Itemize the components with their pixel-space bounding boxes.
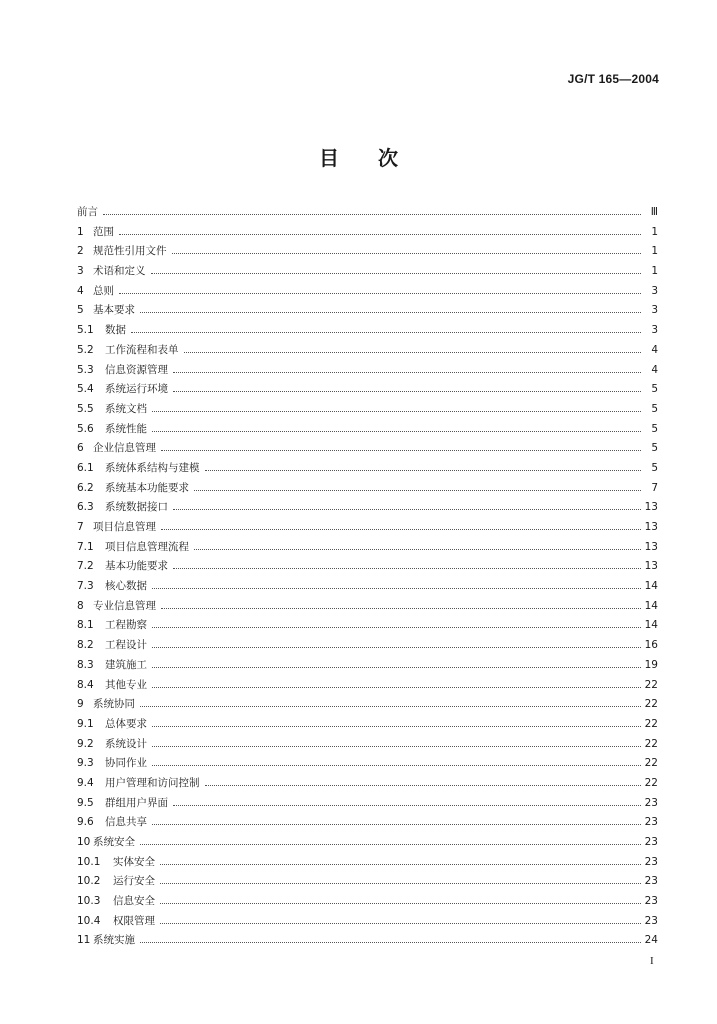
toc-entry xyxy=(77,696,658,716)
toc-entry-number: 9.1 xyxy=(77,717,94,730)
toc-entry-page: 23 xyxy=(644,816,658,829)
toc-entry-label: 信息资源管理 xyxy=(105,363,168,376)
toc-entry-page: 14 xyxy=(644,580,658,593)
toc-entry xyxy=(77,814,658,834)
toc-entry-number: 7 xyxy=(77,521,84,533)
toc-entry-number: 7.3 xyxy=(77,580,94,593)
toc-entry-number: 10.2 xyxy=(77,875,101,888)
toc-entry-number: 8.3 xyxy=(77,658,94,671)
toc-entry-label: 基本功能要求 xyxy=(105,560,168,573)
toc-entry-number: 6.3 xyxy=(77,501,94,514)
toc-entry xyxy=(77,657,658,677)
toc-entry-number: 5.1 xyxy=(77,324,94,337)
toc-leader-dots xyxy=(140,311,641,313)
toc-entry-page: 5 xyxy=(651,461,658,474)
toc-leader-dots xyxy=(205,784,642,786)
toc-entry-page: 14 xyxy=(644,599,658,612)
toc-entry-number: 5 xyxy=(77,304,84,317)
toc-entry xyxy=(77,834,658,854)
toc-entry-page: 22 xyxy=(644,698,658,711)
toc-entry-page: 13 xyxy=(644,501,658,514)
toc-entry-page: 3 xyxy=(651,324,658,337)
toc-entry-label: 用户管理和访问控制 xyxy=(105,776,200,789)
toc-leader-dots xyxy=(173,567,641,569)
toc-entry-page: 3 xyxy=(651,284,658,297)
toc-entry-label: 项目信息管理流程 xyxy=(105,540,189,553)
toc-entry-page: 23 xyxy=(644,914,658,927)
toc-entry-label: 范围 xyxy=(93,225,114,238)
toc-entry-label: 工程设计 xyxy=(105,639,147,652)
toc-entry xyxy=(77,401,658,421)
toc-leader-dots xyxy=(152,725,641,727)
toc-leader-dots xyxy=(161,449,641,451)
toc-entry-label: 规范性引用文件 xyxy=(93,245,167,258)
toc-entry-number: 10.4 xyxy=(77,914,101,927)
toc-entry xyxy=(77,873,658,893)
toc-entry-page: 13 xyxy=(644,521,658,533)
toc-entry-page: 1 xyxy=(651,265,658,278)
toc-leader-dots xyxy=(160,902,641,904)
toc-entry-number: 9.5 xyxy=(77,796,94,809)
toc-entry-number: 3 xyxy=(77,265,84,278)
toc-entry xyxy=(77,716,658,736)
toc-entry-label: 权限管理 xyxy=(113,914,155,927)
toc-entry-number: 8.1 xyxy=(77,619,94,632)
toc-entry-page: Ⅲ xyxy=(650,206,658,218)
toc-entry-label: 实体安全 xyxy=(113,855,155,868)
toc-entry xyxy=(77,499,658,519)
toc-entry-label: 企业信息管理 xyxy=(93,442,156,455)
toc-entry xyxy=(77,677,658,697)
toc-entry xyxy=(77,480,658,500)
toc-entry xyxy=(77,637,658,657)
toc-entry xyxy=(77,578,658,598)
toc-entry xyxy=(77,893,658,913)
toc-entry-number: 4 xyxy=(77,284,84,297)
toc-entry-label: 总体要求 xyxy=(105,717,147,730)
toc-entry-page: 14 xyxy=(644,619,658,632)
toc-entry-label: 信息共享 xyxy=(105,816,147,829)
toc-leader-dots xyxy=(119,292,641,294)
toc-leader-dots xyxy=(103,213,641,215)
toc-entry xyxy=(77,775,658,795)
toc-entry-label: 群组用户界面 xyxy=(105,796,168,809)
toc-leader-dots xyxy=(152,626,641,628)
toc-entry-page: 3 xyxy=(651,304,658,317)
toc-entry xyxy=(77,795,658,815)
toc-leader-dots xyxy=(140,705,641,707)
toc-entry-page: 22 xyxy=(644,757,658,770)
toc-leader-dots xyxy=(152,686,641,688)
toc-leader-dots xyxy=(140,843,641,845)
toc-leader-dots xyxy=(161,528,641,530)
toc-entry-page: 1 xyxy=(651,245,658,258)
toc-leader-dots xyxy=(119,233,641,235)
toc-entry-page: 19 xyxy=(644,658,658,671)
toc-leader-dots xyxy=(173,371,641,373)
toc-entry xyxy=(77,302,658,322)
toc-entry xyxy=(77,322,658,342)
toc-entry-number: 6 xyxy=(77,442,84,455)
toc-entry-number: 8.2 xyxy=(77,639,94,652)
toc-entry-label: 系统协同 xyxy=(93,698,135,711)
page-number: I xyxy=(650,955,654,967)
toc-entry-label: 术语和定义 xyxy=(93,265,146,278)
toc-entry-page: 16 xyxy=(644,639,658,652)
toc-entry-number: 6.1 xyxy=(77,461,94,474)
toc-entry xyxy=(77,440,658,460)
toc-entry-page: 22 xyxy=(644,678,658,691)
toc-entry-number: 8.4 xyxy=(77,678,94,691)
toc-entry-number: 7.2 xyxy=(77,560,94,573)
toc-entry-label: 专业信息管理 xyxy=(93,599,156,612)
toc-entry-number: 10.3 xyxy=(77,895,101,908)
toc-entry-label: 总则 xyxy=(93,284,114,297)
toc-entry-label: 系统文档 xyxy=(105,402,147,415)
toc-entry-page: 13 xyxy=(644,540,658,553)
toc-entry xyxy=(77,598,658,618)
toc-entry xyxy=(77,617,658,637)
toc-entry-label: 系统安全 xyxy=(93,836,135,848)
toc-entry-label: 其他专业 xyxy=(105,678,147,691)
toc-entry-number: 10 xyxy=(77,836,91,848)
toc-entry xyxy=(77,263,658,283)
toc-entry-number: 9.4 xyxy=(77,776,94,789)
toc-entry-number: 7.1 xyxy=(77,540,94,553)
toc-entry-label: 系统性能 xyxy=(105,422,147,435)
toc-entry xyxy=(77,519,658,539)
toc-entry-page: 22 xyxy=(644,737,658,750)
toc-leader-dots xyxy=(194,548,641,550)
toc-entry-page: 23 xyxy=(644,836,658,848)
table-of-contents xyxy=(77,204,658,952)
toc-leader-dots xyxy=(160,863,641,865)
toc-entry-page: 23 xyxy=(644,796,658,809)
toc-entry xyxy=(77,283,658,303)
toc-leader-dots xyxy=(152,666,641,668)
toc-entry-label: 系统数据接口 xyxy=(105,501,168,514)
toc-entry xyxy=(77,736,658,756)
toc-entry-page: 23 xyxy=(644,895,658,908)
toc-entry-label: 协同作业 xyxy=(105,757,147,770)
toc-leader-dots xyxy=(172,252,642,254)
toc-entry-page: 7 xyxy=(651,481,658,494)
toc-entry-number: 9.6 xyxy=(77,816,94,829)
toc-entry-label: 系统体系结构与建模 xyxy=(105,461,200,474)
toc-leader-dots xyxy=(152,745,641,747)
toc-leader-dots xyxy=(131,331,641,333)
toc-leader-dots xyxy=(152,646,641,648)
toc-entry-label: 系统运行环境 xyxy=(105,383,168,396)
toc-entry-page: 1 xyxy=(651,225,658,238)
toc-entry-label: 基本要求 xyxy=(93,304,135,317)
toc-entry-page: 4 xyxy=(651,363,658,376)
toc-leader-dots xyxy=(140,941,641,943)
toc-leader-dots xyxy=(161,607,641,609)
toc-leader-dots xyxy=(151,272,642,274)
toc-entry-label: 工作流程和表单 xyxy=(105,343,179,356)
toc-leader-dots xyxy=(152,410,641,412)
toc-leader-dots xyxy=(160,882,641,884)
toc-entry-page: 5 xyxy=(651,383,658,396)
toc-leader-dots xyxy=(194,489,641,491)
toc-entry-label: 运行安全 xyxy=(113,875,155,888)
toc-entry xyxy=(77,460,658,480)
toc-entry-page: 24 xyxy=(644,934,658,947)
toc-entry xyxy=(77,913,658,933)
toc-entry xyxy=(77,539,658,559)
toc-leader-dots xyxy=(152,823,641,825)
toc-entry xyxy=(77,204,658,224)
standard-code: JG/T 165—2004 xyxy=(567,72,659,86)
toc-entry-label: 信息安全 xyxy=(113,895,155,908)
toc-entry xyxy=(77,381,658,401)
toc-leader-dots xyxy=(173,390,641,392)
toc-entry-number: 1 xyxy=(77,225,84,238)
toc-entry-page: 4 xyxy=(651,343,658,356)
toc-entry xyxy=(77,755,658,775)
toc-entry-label: 工程勘察 xyxy=(105,619,147,632)
toc-entry-label: 项目信息管理 xyxy=(93,521,156,533)
toc-entry-number: 10.1 xyxy=(77,855,101,868)
toc-entry-number: 5.5 xyxy=(77,402,94,415)
toc-entry-page: 23 xyxy=(644,875,658,888)
toc-leader-dots xyxy=(184,351,642,353)
toc-entry xyxy=(77,362,658,382)
toc-leader-dots xyxy=(205,469,642,471)
toc-leader-dots xyxy=(160,922,641,924)
toc-entry-page: 23 xyxy=(644,855,658,868)
toc-entry-number: 5.4 xyxy=(77,383,94,396)
toc-entry-page: 5 xyxy=(651,422,658,435)
toc-entry xyxy=(77,243,658,263)
toc-entry-number: 2 xyxy=(77,245,84,258)
toc-entry-page: 5 xyxy=(651,442,658,455)
toc-entry-number: 11 xyxy=(77,934,91,947)
toc-entry-label: 系统设计 xyxy=(105,737,147,750)
toc-entry-label: 核心数据 xyxy=(105,580,147,593)
toc-entry-label: 数据 xyxy=(105,324,126,337)
toc-entry xyxy=(77,932,658,952)
toc-entry-page: 13 xyxy=(644,560,658,573)
toc-leader-dots xyxy=(173,804,641,806)
toc-entry-number: 9.3 xyxy=(77,757,94,770)
toc-leader-dots xyxy=(152,764,641,766)
toc-entry-number: 5.2 xyxy=(77,343,94,356)
toc-entry-page: 22 xyxy=(644,717,658,730)
toc-entry-number: 6.2 xyxy=(77,481,94,494)
toc-leader-dots xyxy=(152,587,641,589)
toc-entry-number: 9 xyxy=(77,698,84,711)
toc-entry xyxy=(77,342,658,362)
toc-leader-dots xyxy=(173,508,641,510)
toc-entry-page: 5 xyxy=(651,402,658,415)
toc-entry-label: 系统实施 xyxy=(93,934,135,947)
toc-entry-label: 系统基本功能要求 xyxy=(105,481,189,494)
toc-entry-number: 5.3 xyxy=(77,363,94,376)
toc-entry xyxy=(77,558,658,578)
toc-entry-label: 前言 xyxy=(77,206,98,218)
toc-entry-page: 22 xyxy=(644,776,658,789)
toc-entry-label: 建筑施工 xyxy=(105,658,147,671)
toc-entry-number: 8 xyxy=(77,599,84,612)
page-title: 目 次 xyxy=(319,146,398,170)
toc-leader-dots xyxy=(152,430,641,432)
toc-entry xyxy=(77,421,658,441)
toc-entry xyxy=(77,224,658,244)
toc-entry xyxy=(77,854,658,874)
toc-entry-number: 5.6 xyxy=(77,422,94,435)
toc-entry-number: 9.2 xyxy=(77,737,94,750)
